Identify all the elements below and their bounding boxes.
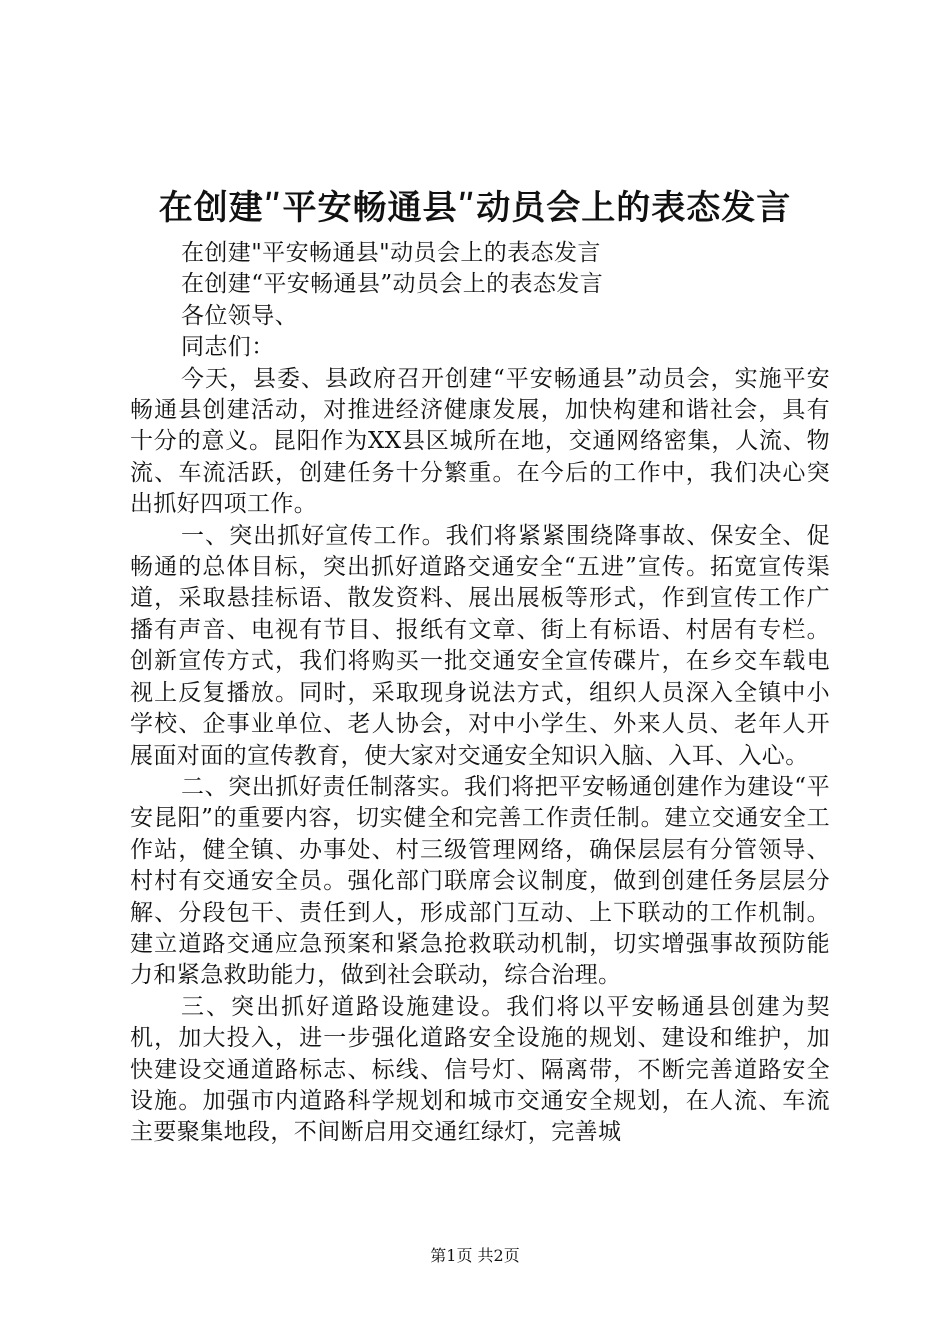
paragraph-publicity: 一、突出抓好宣传工作。我们将紧紧围绕降事故、保安全、促畅通的总体目标，突出抓好道路交通安全“五进”宣传。拓宽宣传渠道，采取悬挂标语、散发资料、展出展板等形式，作到宣传工作广播有声音、电视有节目、报纸有文章、街上有标语、村居有专栏。创新宣传方式，我们将购买一批交通安全宣传碟片，在乡交车载电视上反复播放。同时，采取现身说法方式，组织人员深入全镇中小学校、企事业单位、老人协会，对中小学生、外来人员、老年人开展面对面的宣传教育，使大家对交通安全知识入脑、入耳、入心。: [130, 522, 830, 769]
page-number-footer: 第1页 共2页: [430, 1246, 520, 1265]
document-title: 在创建ʺ平安畅通县ʺ动员会上的表态发言: [158, 188, 792, 228]
salutation-line-2: 同志们：: [181, 334, 275, 361]
salutation-line-1: 各位领导、: [181, 302, 298, 329]
subtitle-line-1: 在创建"平安畅通县"动员会上的表态发言: [181, 240, 601, 266]
paragraph-responsibility: 二、突出抓好责任制落实。我们将把平安畅通创建作为建设“平安昆阳”的重要内容，切实健全和完善工作责任制。建立交通安全工作站，健全镇、办事处、村三级管理网络，确保层层有分管领导、村村有交通安全员。强化部门联席会议制度，做到创建任务层层分解、分段包干、责任到人，形成部门互动、上下联动的工作机制。建立道路交通应急预案和紧急抢救联动机制，切实增强事故预防能力和紧急救助能力，做到社会联动，综合治理。: [130, 773, 830, 989]
document-body: [130, 238, 830, 1149]
paragraph-intro: 今天，县委、县政府召开创建“平安畅通县”动员会，实施平安畅通县创建活动，对推进经济健康发展，加快构建和谐社会，具有十分的意义。昆阳作为XX县区城所在地，交通网络密集，人流、物流、车流活跃，创建任务十分繁重。在今后的工作中，我们决心突出抓好四项工作。: [130, 365, 830, 518]
subtitle-line-2: 在创建“平安畅通县”动员会上的表态发言: [181, 271, 604, 298]
paragraph-road-facilities: 三、突出抓好道路设施建设。我们将以平安畅通县创建为契机，加大投入，进一步强化道路安全设施的规划、建设和维护，加快建设交通道路标志、标线、信号灯、隔离带，不断完善道路安全设施。加强市内道路科学规划和城市交通安全规划，在人流、车流主要聚集地段，不间断启用交通红绿灯，完善城: [130, 993, 830, 1146]
